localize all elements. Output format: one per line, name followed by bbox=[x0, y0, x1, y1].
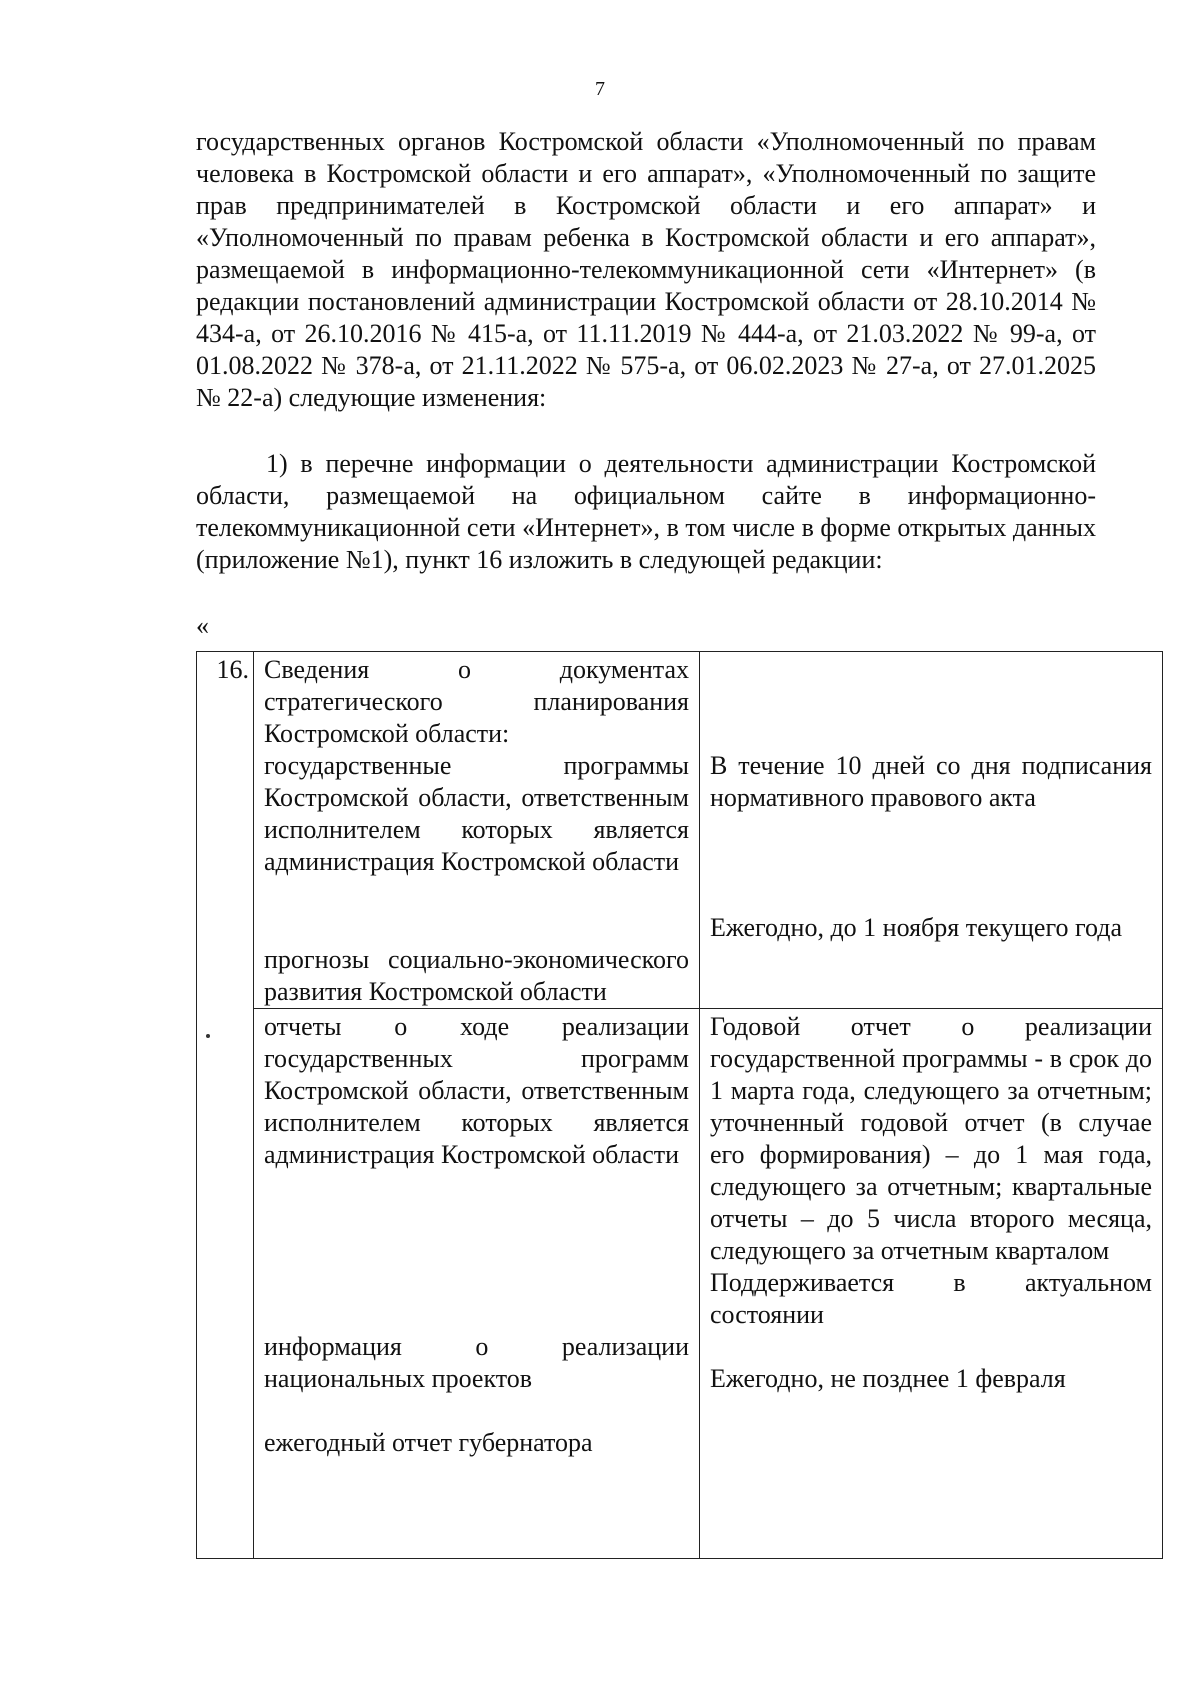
item-state-programs: государственные программы Костромской области, ответственным исполнителем которых является администрация Костромской области bbox=[264, 751, 689, 876]
term-state-programs: В течение 10 дней со дня подписания нормативного правового акта bbox=[710, 751, 1152, 812]
item-national-projects: информация о реализации национальных проектов bbox=[264, 1332, 689, 1393]
item-number-cell bbox=[197, 652, 254, 1559]
paragraph-item-1 bbox=[196, 448, 1096, 576]
table-row bbox=[197, 1009, 1163, 1559]
item-forecasts: прогнозы социально-экономического развития Костромской области bbox=[264, 945, 689, 1006]
paragraph-item-1-text: 1) в перечне информации о деятельности администрации Костромской области, размещаемой на официальном сайте в информационно-телекоммуникационной сети «Интернет», в том числе в форме открытых данных (приложение №1), пункт 16 изложить в следующей редакции: bbox=[196, 449, 1096, 574]
term-cell bbox=[700, 652, 1163, 1009]
page-number: 7 bbox=[595, 78, 605, 100]
item-number: 16. bbox=[216, 655, 249, 684]
term-forecasts: Ежегодно, до 1 ноября текущего года bbox=[710, 913, 1123, 942]
table-row bbox=[197, 652, 1163, 1009]
term-national-projects: Поддерживается в актуальном состоянии bbox=[710, 1268, 1152, 1329]
scan-mark bbox=[206, 1034, 210, 1038]
opening-quote-mark: « bbox=[196, 611, 209, 640]
paragraph-amendments: государственных органов Костромской области «Уполномоченный по правам человека в Костромской области и его аппарат», «Уполномоченный по защите прав предпринимателей в Костромской области и его аппарат» и «Уполномоченный по правам ребенка в Костромской области и его аппарат», размещаемой в информационно-телекоммуникационной сети «Интернет» (в редакции постановлений администрации Костромской области от 28.10.2014 № 434-а, от 26.10.2016 № 415-а, от 11.11.2019 № 444-а, от 21.03.2022 № 99-а, от 01.08.2022 № 378-а, от 21.11.2022 № 575-а, от 06.02.2023 № 27-а, от 27.01.2025 № 22-а) следующие изменения: bbox=[196, 127, 1096, 412]
item-intro: Сведения о документах стратегического планирования Костромской области: bbox=[264, 655, 689, 748]
item-reports: отчеты о ходе реализации государственных программ Костромской области, ответственным исполнителем которых является администрация Костромской области bbox=[264, 1012, 689, 1169]
item-governor-report: ежегодный отчет губернатора bbox=[264, 1428, 593, 1457]
term-governor-report: Ежегодно, не позднее 1 февраля bbox=[710, 1364, 1066, 1393]
item-16-table bbox=[196, 651, 1163, 1559]
term-cell bbox=[700, 1009, 1163, 1559]
item-cell bbox=[254, 1009, 700, 1559]
term-reports: Годовой отчет о реализации государственной программы - в срок до 1 марта года, следующего за отчетным; уточненный годовой отчет (в случае его формирования) – до 1 мая года, следующего за отчетным; квартальные отчеты – до 5 числа второго месяца, следующего за отчетным кварталом bbox=[710, 1012, 1152, 1265]
item-cell bbox=[254, 652, 700, 1009]
